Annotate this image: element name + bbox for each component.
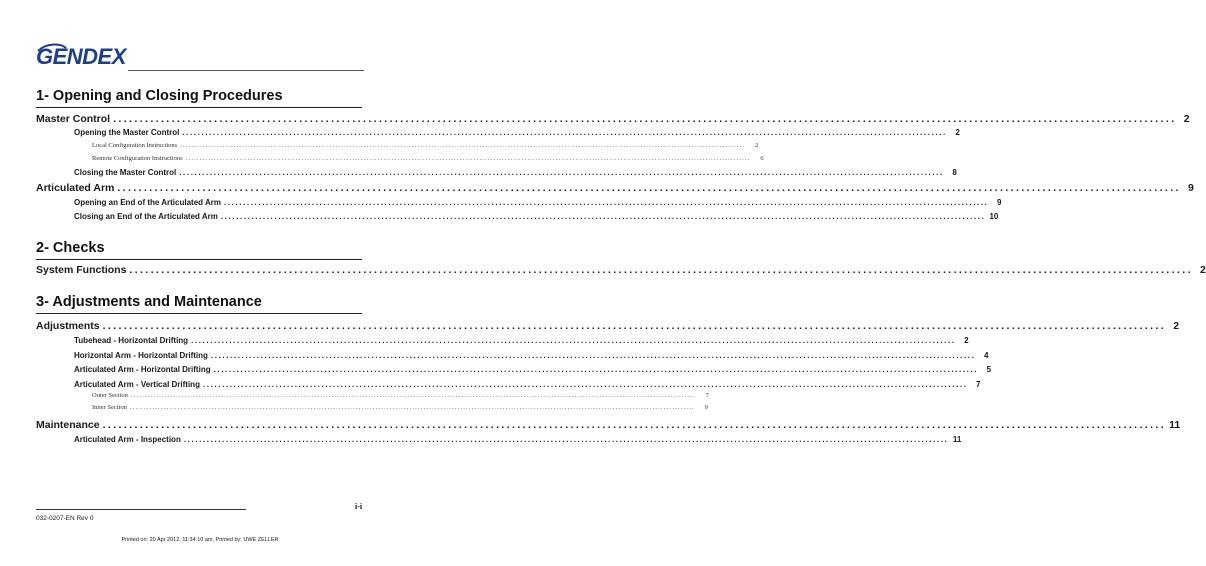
toc-leader-dots: ........................................................................................................................................................................................................ — [220, 212, 986, 221]
toc-entry-page: 8 — [952, 168, 957, 177]
toc-leader-dots: ........................................................................................................................................................................................................ — [179, 168, 944, 177]
toc-entry-page: 7 — [705, 392, 709, 399]
toc-leader-dots: ........................................................................................................................................................................................................ — [180, 142, 746, 149]
toc-entry-page: 2 — [964, 336, 969, 345]
toc-entry-label: Articulated Arm - Inspection — [74, 435, 181, 444]
toc-entry-label: Articulated Arm — [36, 182, 115, 194]
toc-entry-label: Articulated Arm - Vertical Drifting — [74, 380, 200, 389]
toc-entry[interactable] — [74, 168, 957, 177]
toc-entry[interactable] — [74, 128, 960, 137]
toc-leader-dots: ........................................................................................................................................................................................................ — [102, 419, 1167, 431]
toc-entry[interactable] — [36, 320, 1180, 332]
toc-entry-label: Inner Section — [92, 404, 127, 411]
footer-rule — [36, 509, 246, 510]
toc-entry-page: 9 — [997, 198, 1002, 207]
toc-entry-page: 4 — [984, 351, 989, 360]
toc-entry-label: Maintenance — [36, 419, 100, 431]
toc-entry[interactable] — [92, 404, 708, 411]
toc-entry-label: Opening the Master Control — [74, 128, 180, 137]
toc-entry-page: 2 — [1183, 113, 1190, 125]
toc-entry-label: Local Configuration Instructions — [92, 142, 178, 149]
toc-entry[interactable] — [92, 142, 759, 149]
toc-entry[interactable] — [74, 212, 999, 221]
toc-entry-page: 7 — [976, 380, 981, 389]
toc-leader-dots: ........................................................................................................................................................................................................ — [213, 365, 979, 374]
section-title: 3- Adjustments and Maintenance — [36, 294, 262, 310]
toc-entry-label: Tubehead - Horizontal Drifting — [74, 336, 189, 345]
toc-leader-dots: ........................................................................................................................................................................................................ — [129, 264, 1193, 276]
toc-entry[interactable] — [74, 198, 1002, 207]
toc-leader-dots: ........................................................................................................................................................................................................ — [185, 155, 751, 162]
toc-leader-dots: ........................................................................................................................................................................................................ — [183, 435, 949, 444]
toc-entry[interactable] — [74, 435, 962, 444]
toc-entry[interactable] — [74, 380, 981, 389]
toc-leader-dots: ........................................................................................................................................................................................................ — [202, 380, 968, 389]
toc-entry[interactable] — [36, 264, 1206, 276]
toc-leader-dots: ........................................................................................................................................................................................................ — [210, 351, 976, 360]
toc-entry-page: 2 — [1200, 264, 1206, 276]
toc-entry-label: Opening an End of the Articulated Arm — [74, 198, 221, 207]
toc-entry[interactable] — [36, 113, 1190, 125]
toc-entry-label: Horizontal Arm - Horizontal Drifting — [74, 351, 208, 360]
document-id: 032-0207-EN Rev 0 — [36, 515, 94, 522]
toc-leader-dots: ........................................................................................................................................................................................................ — [129, 404, 695, 411]
section-rule — [36, 259, 362, 260]
section-title: 2- Checks — [36, 240, 105, 256]
gendex-logo — [36, 42, 126, 72]
header-rule — [128, 70, 364, 71]
section-rule — [36, 107, 362, 108]
toc-entry-page: 10 — [989, 212, 999, 221]
page-number: i-i — [355, 502, 363, 511]
toc-entry-label: Closing an End of the Articulated Arm — [74, 212, 218, 221]
toc-leader-dots: ........................................................................................................................................................................................................ — [191, 336, 956, 345]
section-title: 1- Opening and Closing Procedures — [36, 88, 283, 104]
toc-entry-page: 11 — [1169, 419, 1181, 431]
toc-entry-label: Closing the Master Control — [74, 168, 177, 177]
toc-leader-dots: ........................................................................................................................................................................................................ — [117, 182, 1181, 194]
toc-entry-label: System Functions — [36, 264, 127, 276]
toc-entry[interactable] — [36, 182, 1194, 194]
toc-entry-label: Master Control — [36, 113, 111, 125]
toc-entry-page: 2 — [1173, 320, 1180, 332]
toc-leader-dots: ........................................................................................................................................................................................................ — [223, 198, 989, 207]
toc-leader-dots: ........................................................................................................................................................................................................ — [113, 113, 1177, 125]
toc-entry[interactable] — [74, 336, 969, 345]
toc-entry-page: 11 — [952, 435, 962, 444]
toc-entry-label: Remote Configuration Instructions — [92, 155, 183, 162]
toc-entry-page: 9 — [1188, 182, 1194, 194]
toc-entry-page: 2 — [754, 142, 759, 149]
toc-entry-label: Outer Section — [92, 392, 128, 399]
print-info: Printed on: 20 Apr 2012, 11:34:10 am, Printed by: UWE ZELLER — [121, 537, 279, 543]
toc-entry[interactable] — [74, 351, 989, 360]
toc-leader-dots: ........................................................................................................................................................................................................ — [182, 128, 947, 137]
toc-entry[interactable] — [74, 365, 992, 374]
toc-entry[interactable] — [92, 155, 764, 162]
toc-entry-label: Articulated Arm - Horizontal Drifting — [74, 365, 211, 374]
section-rule — [36, 313, 362, 314]
toc-entry-page: 6 — [760, 155, 764, 162]
toc-entry[interactable] — [36, 419, 1181, 431]
toc-entry-page: 5 — [986, 365, 992, 374]
toc-entry[interactable] — [92, 392, 709, 399]
toc-entry-label: Adjustments — [36, 320, 100, 332]
logo-text: GENDEX — [36, 44, 126, 69]
toc-leader-dots: ........................................................................................................................................................................................................ — [102, 320, 1167, 332]
toc-entry-page: 2 — [955, 128, 960, 137]
toc-entry-page: 9 — [704, 404, 708, 411]
toc-leader-dots: ........................................................................................................................................................................................................ — [130, 392, 696, 399]
